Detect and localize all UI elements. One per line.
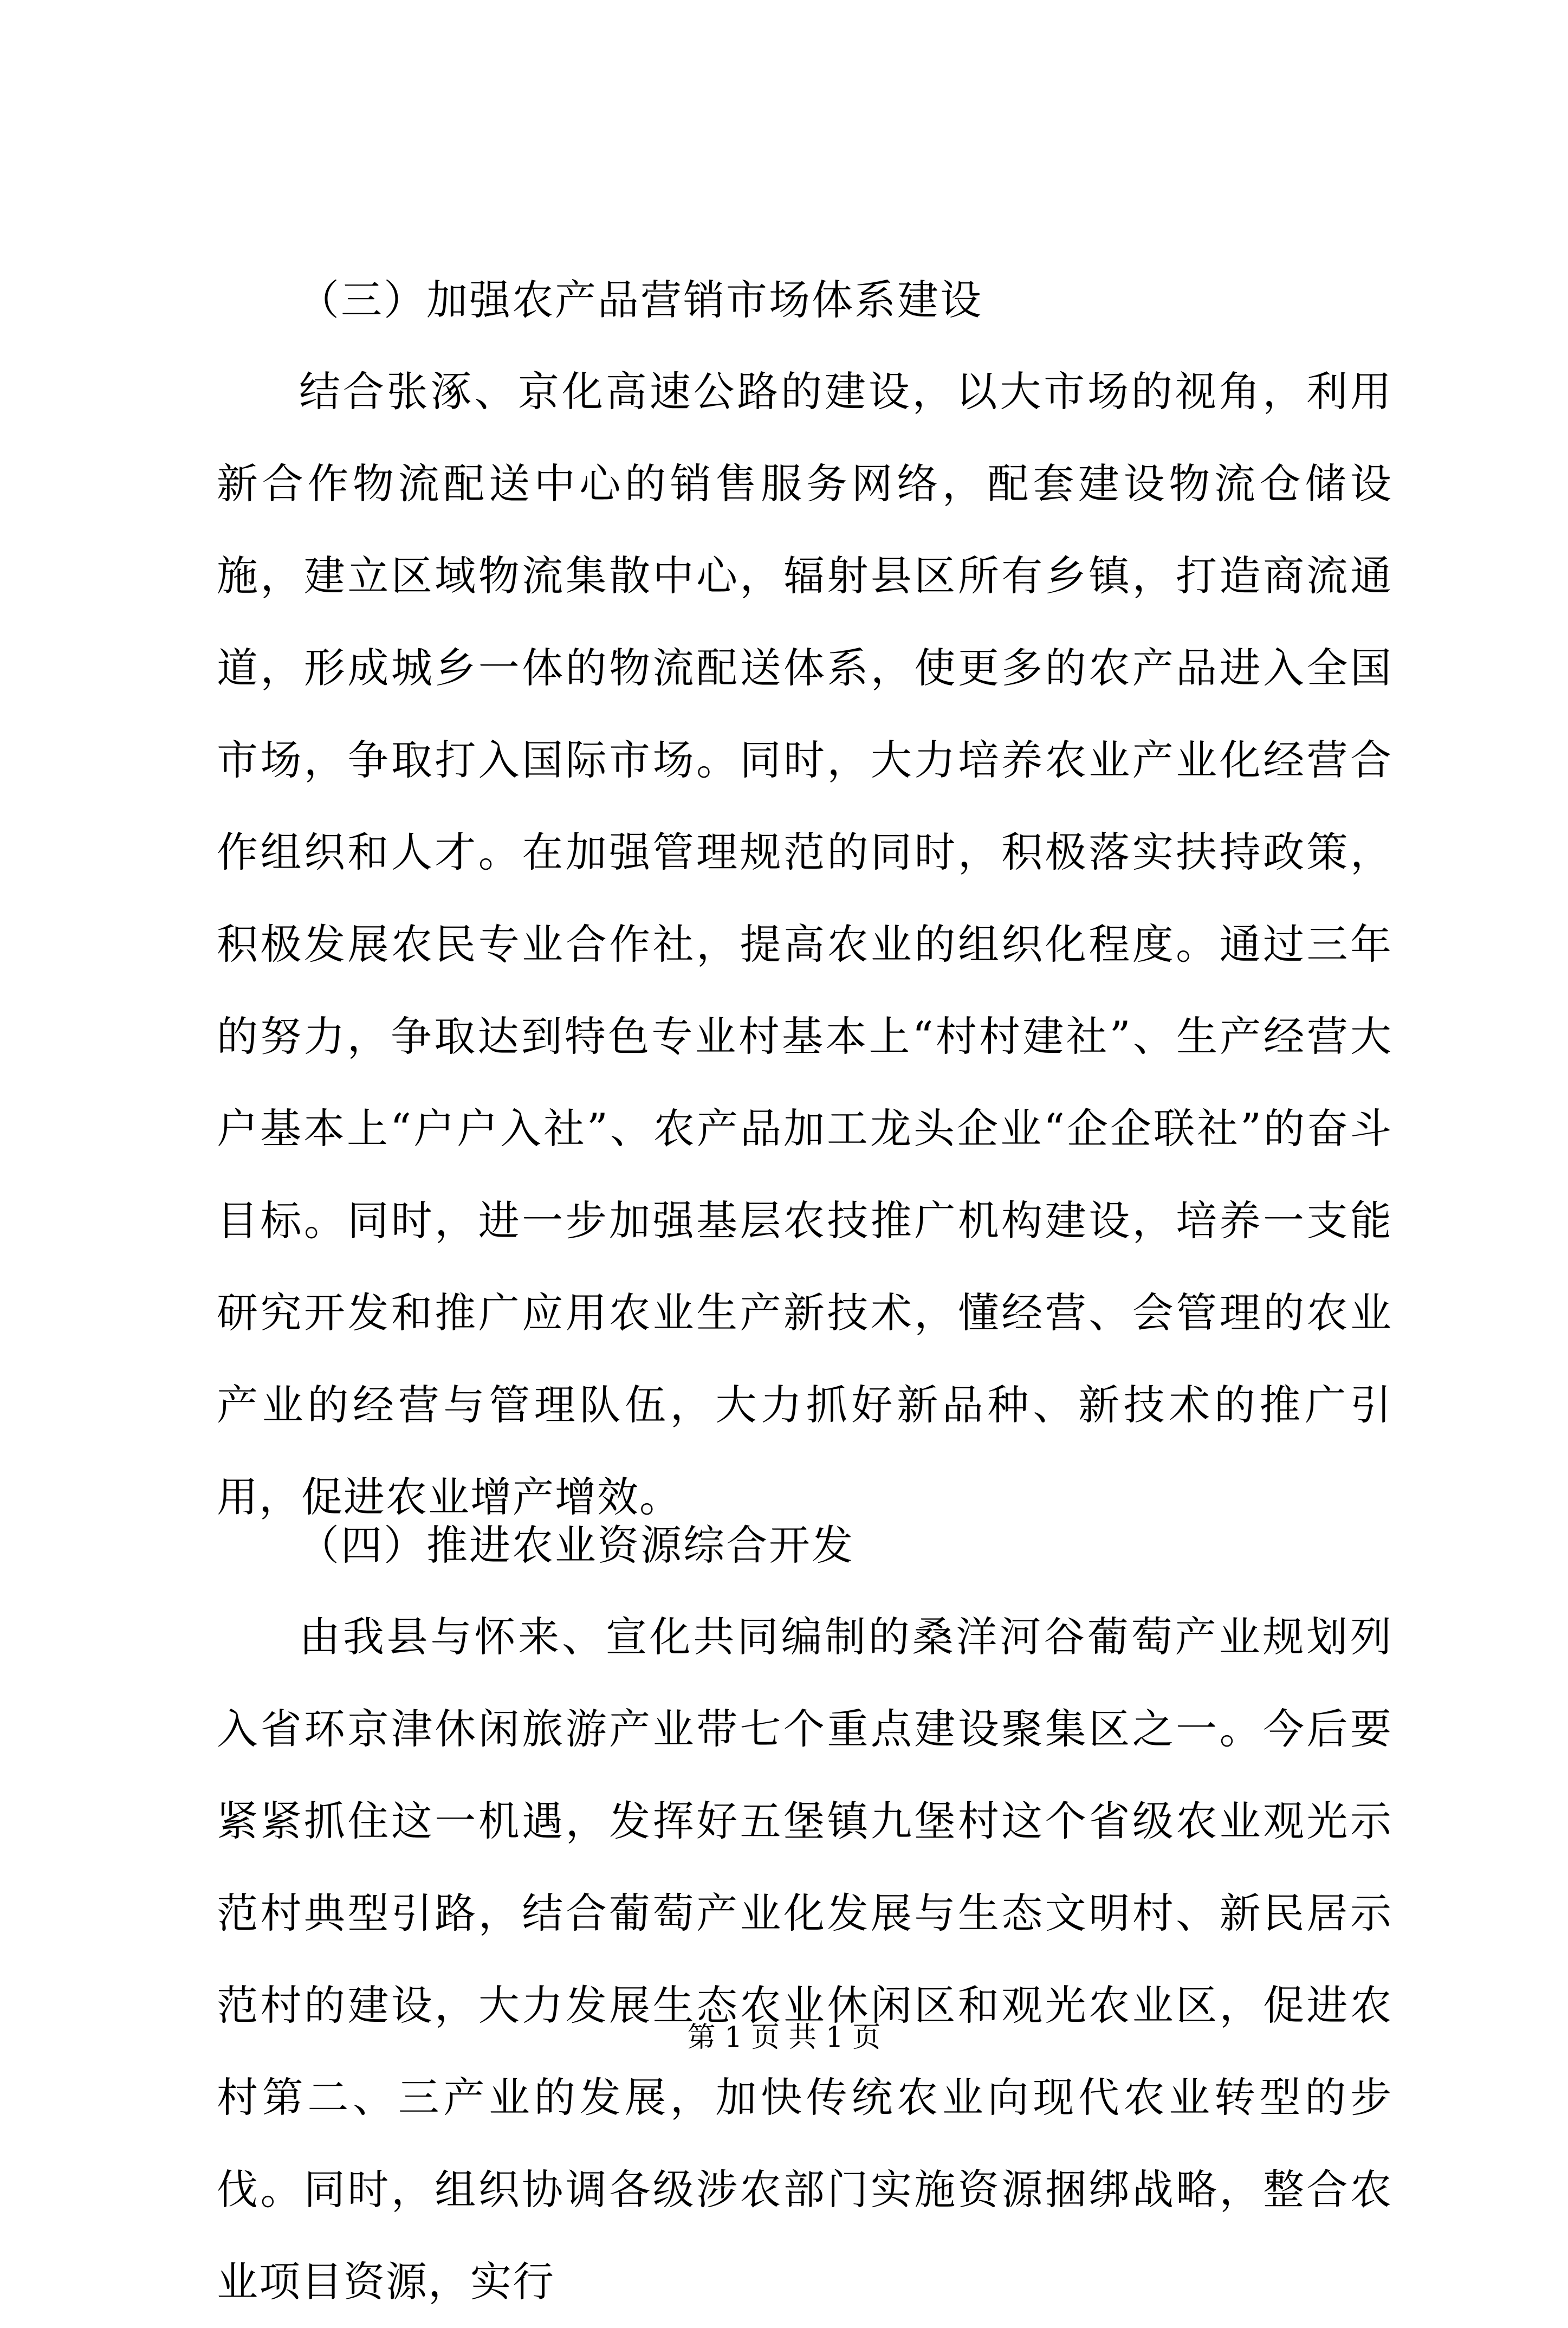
section-heading-3: （三）加强农产品营销市场体系建设	[298, 276, 983, 324]
document-body	[217, 276, 1392, 2328]
section-paragraph-4: 由我县与怀来、宣化共同编制的桑洋河谷葡萄产业规划列入省环京津休闲旅游产业带七个重点建设聚集区之一。今后要紧紧抓住这一机遇，发挥好五堡镇九堡村这个省级农业观光示范村典型引路，结合葡萄产业化发展与生态文明村、新民居示范村的建设，大力发展生态农业休闲区和观光农业区，促进农村第二、三产业的发展，加快传统农业向现代农业转型的步伐。同时，组织协调各级涉农部门实施资源捆绑战略，整合农业项目资源，实行	[217, 1613, 1392, 2306]
section-paragraph-3: 结合张涿、京化高速公路的建设，以大市场的视角，利用新合作物流配送中心的销售服务网络，配套建设物流仓储设施，建立区域物流集散中心，辐射县区所有乡镇，打造商流通道，形成城乡一体的物流配送体系，使更多的农产品进入全国市场，争取打入国际市场。同时，大力培养农业产业化经营合作组织和人才。在加强管理规范的同时，积极落实扶持政策，积极发展农民专业合作社，提高农业的组织化程度。通过三年的努力，争取达到特色专业村基本上“村村建社”、生产经营大户基本上“户户入社”、农产品加工龙头企业“企企联社”的奋斗目标。同时，进一步加强基层农技推广机构建设，培养一支能研究开发和推广应用农业生产新技术，懂经营、会管理的农业产业的经营与管理队伍，大力抓好新品种、新技术的推广引用，促进农业增产增效。	[217, 367, 1392, 1521]
section-heading-4: （四）推进农业资源综合开发	[298, 1521, 854, 1569]
page-number-footer: 第 1 页 共 1 页	[687, 2021, 881, 2054]
